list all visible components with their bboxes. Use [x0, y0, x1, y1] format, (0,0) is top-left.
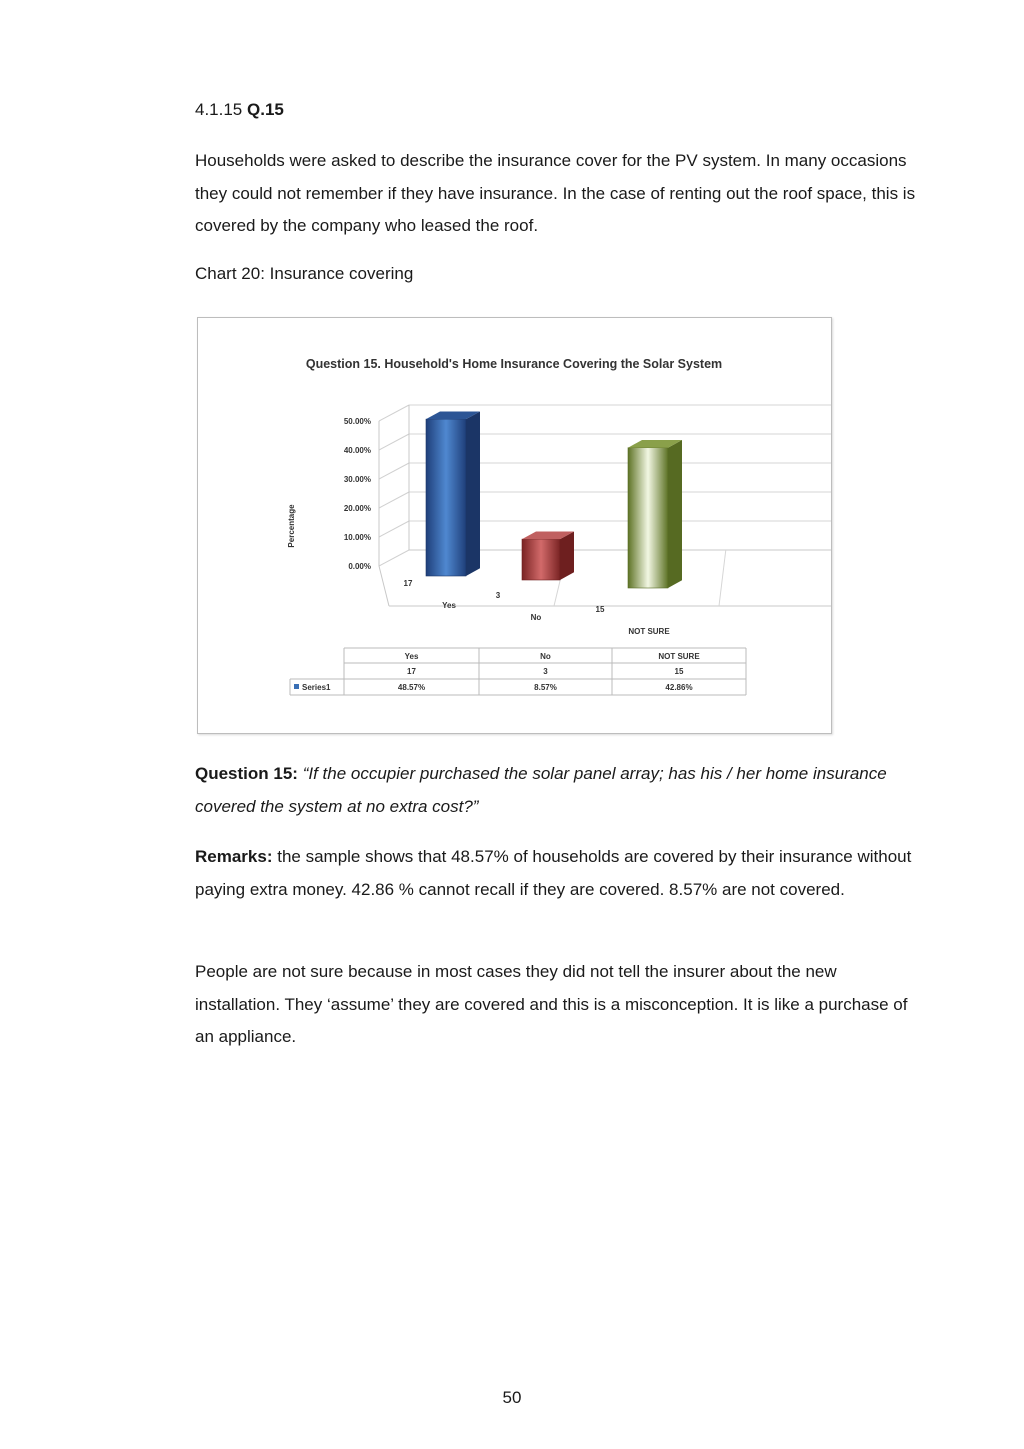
table-header-cell: NOT SURE	[658, 652, 700, 661]
y-axis-ticks	[344, 417, 371, 571]
bar-side	[466, 411, 480, 576]
table-value-cell: 8.57%	[534, 683, 557, 692]
category-count: 15	[595, 605, 605, 614]
table-count-cell: 17	[407, 667, 416, 676]
table-value-cell: 42.86%	[665, 683, 693, 692]
floor-edge-left	[379, 566, 389, 606]
y-tick-label: 20.00%	[343, 504, 371, 513]
chart-title: Question 15. Household's Home Insurance Covering the Solar System	[305, 357, 723, 371]
grid-line-side	[379, 521, 409, 537]
bar-front	[426, 419, 466, 576]
y-tick-label: 30.00%	[343, 475, 371, 484]
y-tick-label: 10.00%	[343, 533, 371, 542]
remarks-paragraph	[195, 841, 925, 906]
grid-line-side	[379, 550, 409, 566]
category-count: 17	[403, 579, 413, 588]
section-number: 4.1.15	[195, 100, 243, 119]
category-label: No	[530, 613, 542, 622]
category-label: Yes	[442, 601, 456, 610]
y-tick-label: 0.00%	[348, 562, 371, 571]
table-value-cell: 48.57%	[397, 683, 426, 692]
section-title: Q.15	[247, 100, 284, 119]
section-heading	[195, 100, 284, 120]
bar-front	[628, 448, 668, 588]
question-text: “If the occupier purchased the solar panel array; has his / her home insurance covered the system at no extra cost?”	[195, 764, 887, 816]
bar-yes	[426, 411, 480, 576]
chart-caption: Chart 20: Insurance covering	[195, 264, 414, 283]
category-label: NOT SURE	[628, 627, 670, 636]
question-paragraph	[195, 758, 925, 823]
remarks-text: the sample shows that 48.57% of households are covered by their insurance without paying extra money. 42.86 % cannot recall if they are covered. 8.57% are not covered.	[195, 847, 912, 899]
legend-series-name: Series1	[302, 683, 331, 692]
grid-line-side	[379, 463, 409, 479]
bar-front	[522, 539, 560, 580]
legend-marker	[294, 684, 299, 689]
remarks-label: Remarks:	[195, 847, 273, 866]
category-count: 3	[495, 591, 501, 600]
table-header-cell: Yes	[404, 652, 419, 661]
grid-line-side	[379, 492, 409, 508]
conclusion-paragraph: People are not sure because in most cases they did not tell the insurer about the new installation. They ‘assume’ they are covered and this is a misconception. It is like a purchase of an appliance.	[195, 962, 908, 1046]
bar-chart	[198, 318, 831, 733]
bar-side	[560, 531, 574, 580]
page-number: 50	[502, 1388, 522, 1407]
table-count-cell: 3	[543, 667, 548, 676]
bar-side	[668, 440, 682, 588]
question-label: Question 15:	[195, 764, 298, 783]
chart-container	[197, 317, 832, 734]
y-tick-label: 40.00%	[343, 446, 371, 455]
bar-not-sure	[628, 440, 682, 588]
floor-divider	[719, 550, 726, 606]
table-header-cell: No	[540, 652, 551, 661]
grid-line-side	[379, 434, 409, 450]
bar-no	[522, 531, 574, 580]
y-axis-label: Percentage	[287, 504, 296, 548]
table-count-cell: 15	[674, 667, 684, 676]
chart-bars	[426, 411, 682, 588]
y-tick-label: 50.00%	[343, 417, 371, 426]
intro-paragraph: Households were asked to describe the insurance cover for the PV system. In many occasions they could not remember if they have insurance. In the case of renting out the roof space, this is covered by the company who leased the roof.	[195, 151, 916, 235]
data-table	[290, 648, 746, 695]
grid-line-side	[379, 405, 409, 421]
